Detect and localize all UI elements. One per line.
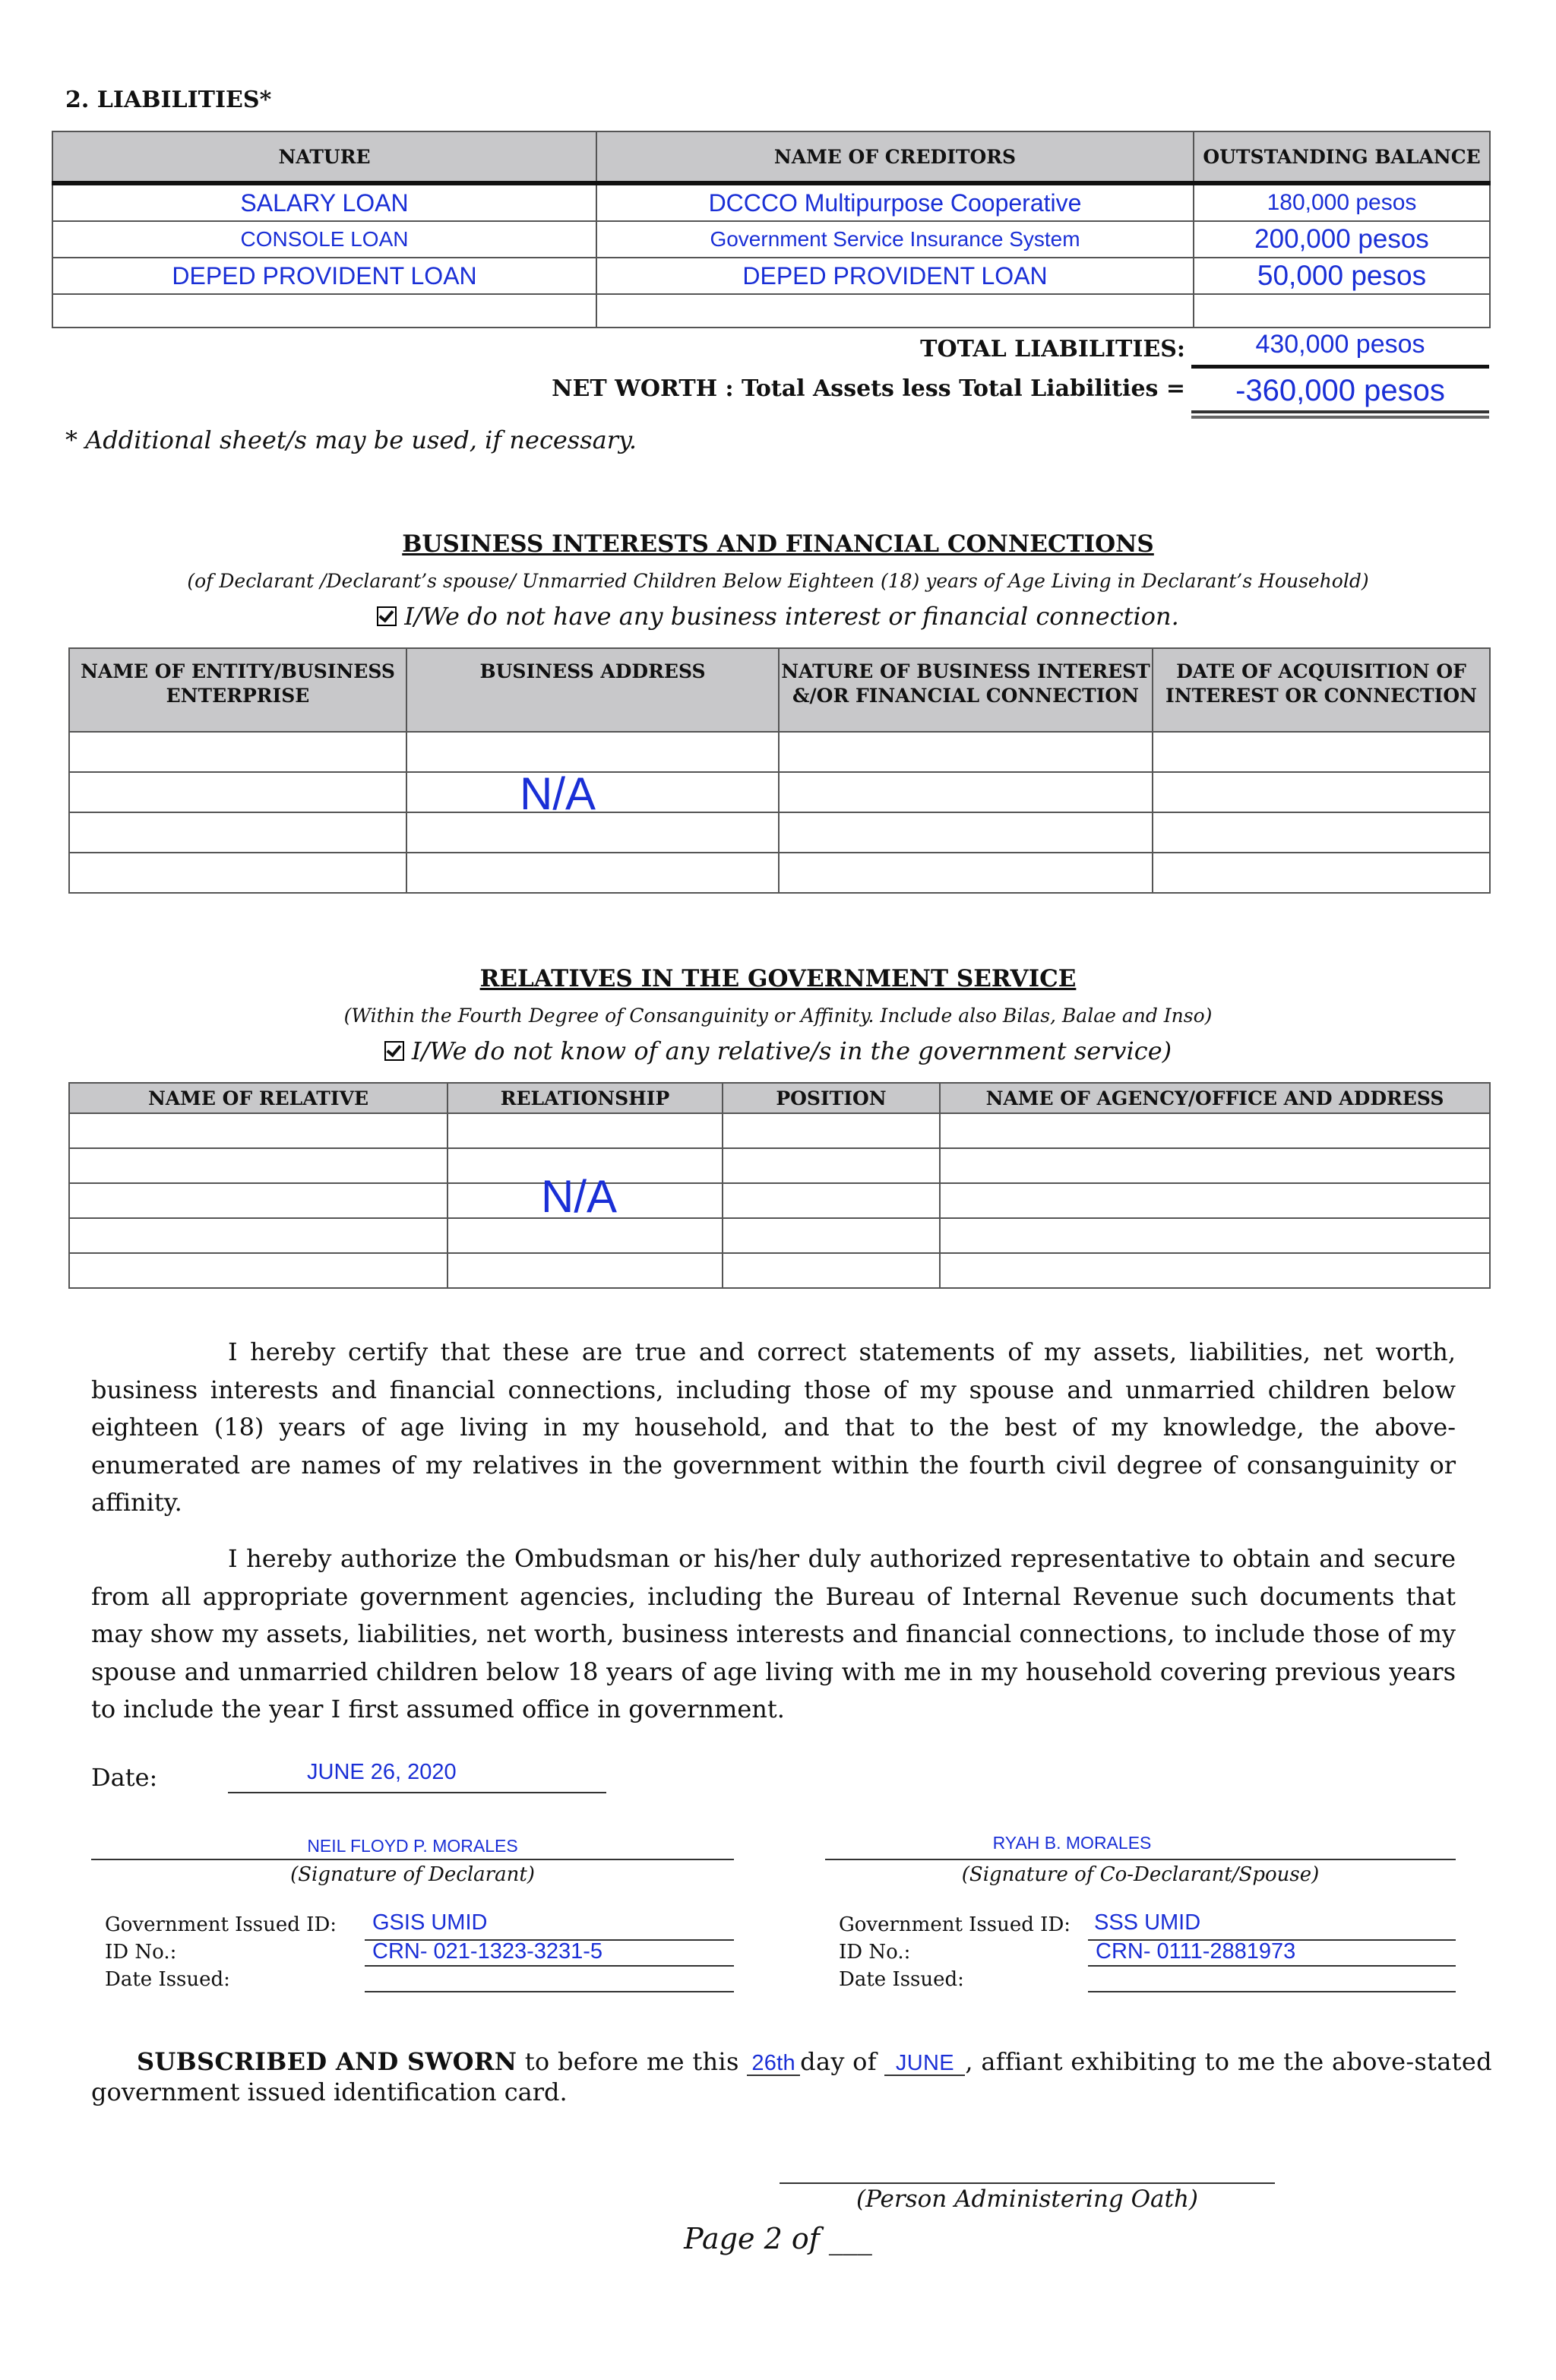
relatives-table	[68, 1082, 1491, 1289]
declarant-date-issued-line	[365, 1991, 734, 1992]
relatives-na: N/A	[541, 1171, 618, 1222]
table-row	[69, 732, 1490, 772]
declarant-id-type-label: Government Issued ID:	[105, 1913, 337, 1936]
officer-signature-line	[780, 2182, 1275, 2184]
empty-cell	[1194, 294, 1490, 328]
total-liabilities-value: 430,000 pesos	[1255, 330, 1425, 359]
creditor-cell: DEPED PROVIDENT LOAN	[596, 258, 1194, 294]
relatives-checkbox-line	[0, 1037, 1556, 1065]
date-label: Date:	[91, 1763, 158, 1792]
balance-cell: 200,000 pesos	[1194, 221, 1490, 258]
col-relationship: RELATIONSHIP	[448, 1083, 723, 1113]
col-balance: OUTSTANDING BALANCE	[1194, 131, 1490, 183]
oath-line: SUBSCRIBED AND SWORN to before me this 26th day of JUNE , affiant exhibiting to me the above-stated	[137, 2047, 1492, 2076]
business-checkbox-line	[0, 602, 1556, 631]
total-underline	[1191, 365, 1489, 369]
balance-cell: 50,000 pesos	[1194, 258, 1490, 294]
checkbox-checked[interactable]	[377, 606, 397, 626]
col-nature: NATURE	[52, 131, 596, 183]
date-underline	[228, 1792, 606, 1793]
nature-cell: SALARY LOAN	[52, 183, 596, 221]
col-relative-name: NAME OF RELATIVE	[69, 1083, 448, 1113]
business-subtitle: (of Declarant /Declarant’s spouse/ Unmarried Children Below Eighteen (18) years of Age Living in Declarant’s Household)	[187, 570, 1369, 592]
table-row	[52, 221, 1490, 258]
liabilities-table	[52, 131, 1491, 328]
certify-paragraph: I hereby certify that these are true and correct statements of my assets, liabilities, net worth, business interests and financial connections, including those of my spouse and unmarried children below eighteen (18) years of age living in my household, and that to the best of my knowledge, the above-enumerated are names of my relatives in the government within the fourth civil degree of consanguinity or affinity.	[91, 1337, 1456, 1517]
spouse-caption: (Signature of Co-Declarant/Spouse)	[961, 1863, 1320, 1886]
empty-cell	[596, 294, 1194, 328]
liabilities-heading: 2. LIABILITIES*	[65, 87, 272, 113]
declarant-id-no-line	[365, 1965, 734, 1967]
table-row	[69, 1183, 1490, 1218]
business-na: N/A	[520, 768, 596, 819]
table-row	[69, 1113, 1490, 1148]
col-position: POSITION	[723, 1083, 940, 1113]
declarant-signature-line	[91, 1859, 734, 1860]
oath-day: 26th	[747, 2052, 800, 2076]
authorize-paragraph: I hereby authorize the Ombudsman or his/her duly authorized representative to obtain and secure from all appropriate government agencies, including the Bureau of Internal Revenue such documents that may show my assets, liabilities, net worth, business interests and financial connections, to include those of my spouse and unmarried children below 18 years of age living with me in my household covering previous years to include the year I first assumed office in government.	[91, 1544, 1456, 1723]
relatives-title: RELATIVES IN THE GOVERNMENT SERVICE	[479, 965, 1077, 992]
col-creditors: NAME OF CREDITORS	[596, 131, 1194, 183]
table-row	[52, 294, 1490, 328]
business-table	[68, 647, 1491, 894]
col-nature: NATURE OF BUSINESS INTEREST &/OR FINANCIAL CONNECTION	[779, 648, 1153, 732]
table-row	[69, 1253, 1490, 1288]
networth-value: -360,000 pesos	[1235, 374, 1445, 407]
business-check-text: I/We do not have any business interest or financial connection.	[404, 602, 1179, 631]
table-row	[69, 1218, 1490, 1253]
spouse-name: RYAH B. MORALES	[992, 1833, 1152, 1853]
spouse-id-no-line	[1088, 1965, 1456, 1967]
oath-month: JUNE	[884, 2052, 965, 2076]
empty-cell	[52, 294, 596, 328]
spouse-id-type: SSS UMID	[1094, 1910, 1201, 1935]
spouse-id-type-label: Government Issued ID:	[839, 1913, 1071, 1936]
relatives-check-text: I/We do not know of any relative/s in the government service)	[411, 1037, 1172, 1065]
networth-double-underline	[1191, 410, 1489, 419]
declarant-id-no-label: ID No.:	[105, 1941, 177, 1964]
creditor-cell: Government Service Insurance System	[596, 221, 1194, 258]
table-row	[52, 183, 1490, 221]
balance-cell: 180,000 pesos	[1194, 183, 1490, 221]
col-address: BUSINESS ADDRESS	[406, 648, 779, 732]
page-number: Page 2 of ___	[684, 2222, 872, 2255]
table-row	[69, 1148, 1490, 1183]
table-row	[69, 853, 1490, 893]
officer-caption: (Person Administering Oath)	[855, 2185, 1199, 2213]
declarant-id-no: CRN- 021-1323-3231-5	[372, 1939, 603, 1964]
col-entity: NAME OF ENTITY/BUSINESS ENTERPRISE	[69, 648, 406, 732]
nature-cell: DEPED PROVIDENT LOAN	[52, 258, 596, 294]
nature-cell: CONSOLE LOAN	[52, 221, 596, 258]
relatives-subtitle: (Within the Fourth Degree of Consanguinity or Affinity. Include also Bilas, Balae and Inso)	[343, 1005, 1213, 1027]
table-row	[69, 812, 1490, 853]
table-row	[69, 772, 1490, 812]
oath-line-2: government issued identification card.	[91, 2078, 568, 2106]
declarant-caption: (Signature of Declarant)	[290, 1863, 535, 1886]
spouse-date-issued-line	[1088, 1991, 1456, 1992]
spouse-id-no: CRN- 0111-2881973	[1096, 1939, 1296, 1964]
declarant-date-issued-label: Date Issued:	[105, 1968, 230, 1991]
networth-label: NET WORTH : Total Assets less Total Liabilities =	[552, 375, 1185, 402]
spouse-signature-line	[825, 1859, 1456, 1860]
col-date: DATE OF ACQUISITION OF INTEREST OR CONNECTION	[1153, 648, 1490, 732]
declarant-name: NEIL FLOYD P. MORALES	[307, 1836, 518, 1856]
footnote: * Additional sheet/s may be used, if necessary.	[65, 426, 637, 454]
declarant-id-type: GSIS UMID	[372, 1910, 488, 1935]
checkbox-checked[interactable]	[384, 1041, 404, 1061]
creditor-cell: DCCCO Multipurpose Cooperative	[596, 183, 1194, 221]
spouse-id-no-label: ID No.:	[839, 1941, 911, 1964]
total-liabilities-label: TOTAL LIABILITIES:	[920, 336, 1185, 362]
date-value: JUNE 26, 2020	[307, 1760, 457, 1784]
col-agency: NAME OF AGENCY/OFFICE AND ADDRESS	[940, 1083, 1490, 1113]
table-row	[52, 258, 1490, 294]
business-title: BUSINESS INTERESTS AND FINANCIAL CONNECTIONS	[402, 530, 1154, 558]
spouse-date-issued-label: Date Issued:	[839, 1968, 964, 1991]
